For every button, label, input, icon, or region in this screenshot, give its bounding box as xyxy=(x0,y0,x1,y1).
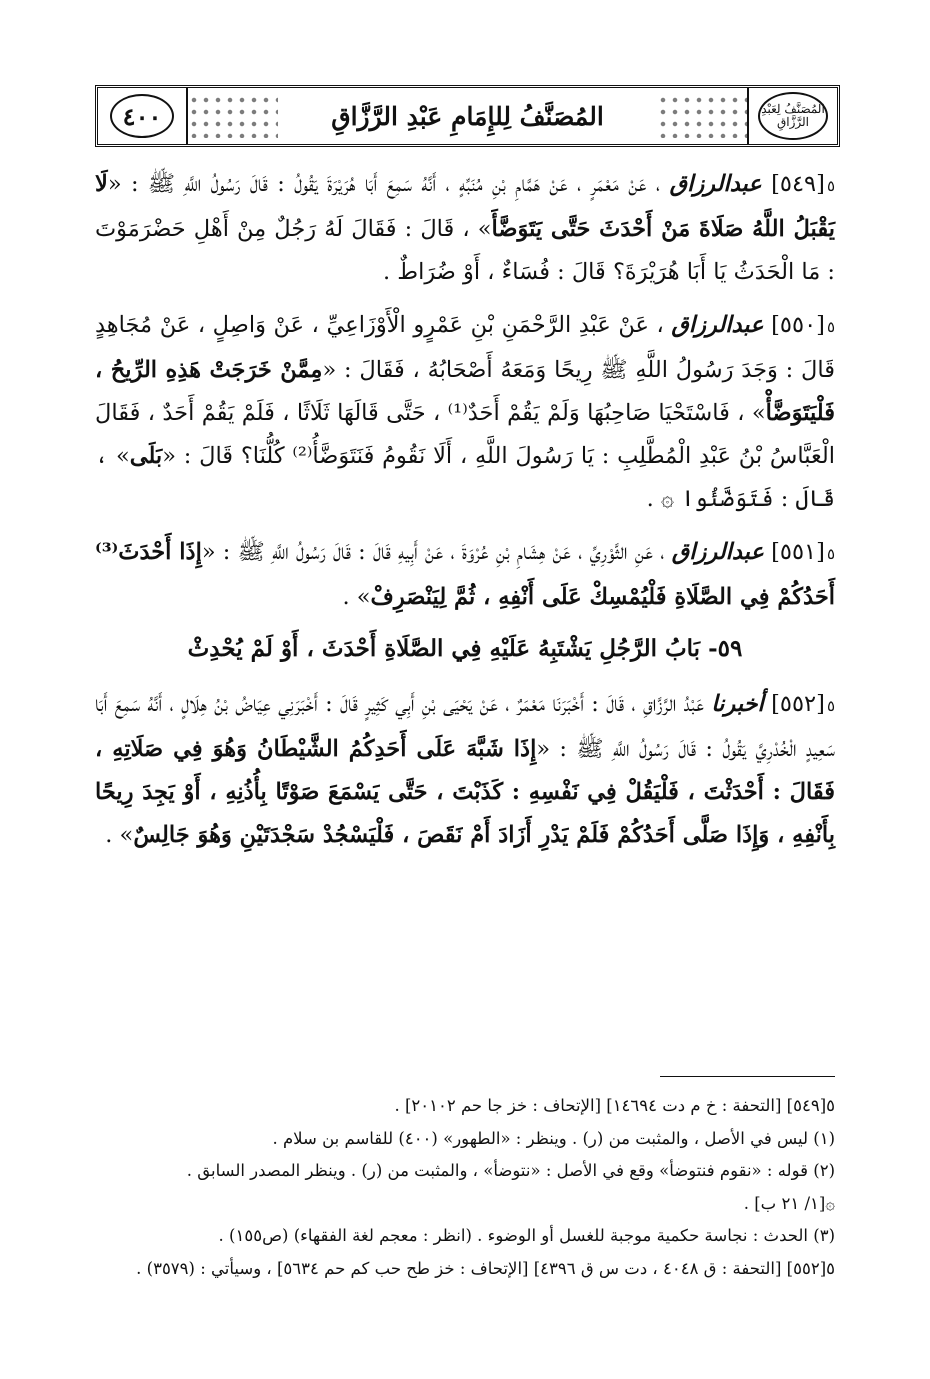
footnote: (٢) قوله : «نقوم فنتوضأ» وقع في الأصل : «نتوضأ» ، والمثبت من (ر) . وينظر المصدر السابق . xyxy=(186,1161,835,1180)
hadith-text: » ، فَاسْتَحْيَا صَاحِبُهَا وَلَمْ يَقُمْ أَحَدٌ⁽¹⁾ ، حَتَّى قَالَهَا ثَلَاثًا ، فَلَمْ يَقُمْ أَحَدٌ ، فَقَالَ الْعَبَّاسُ بْنُ عَبْدِ الْمُطَّلِبِ : يَا رَسُولَ اللَّهِ ، أَلَا نَقُومُ فَنَتَوَضَّأُ⁽²⁾ كُلُّنَا؟ قَالَ : « xyxy=(95,400,835,469)
footnote: ٥[٥٤٩] [التحفة : خ م دت ١٤٦٩٤] [الإتحاف : خز جا حم ٢٠١٠٢] . xyxy=(394,1096,835,1115)
prophetic-saying: إِذَا أَحْدَثَ⁽³⁾ أَحَدُكُمْ فِي الصَّلَاةِ فَلْيُمْسِكْ عَلَى أَنْفِهِ ، ثُمَّ لِيَنْصَرِفْ xyxy=(95,539,835,610)
hadith-551 xyxy=(95,531,835,619)
footnotes xyxy=(95,1090,835,1285)
hadith-number: ٥ [٥٥١] xyxy=(771,539,835,565)
narrator-label: عبدالرزاق xyxy=(669,171,762,197)
narrator-label: عبدالرزاق xyxy=(671,539,764,565)
hadith-text: » . xyxy=(342,584,371,610)
footnote: (٣) الحدث : نجاسة حكمية موجبة للغسل أو الوضوء . (انظر : معجم لغة الفقهاء) (ص١٥٥) . xyxy=(218,1226,835,1245)
prophetic-saying: بَلَى xyxy=(129,443,163,469)
footnote: (١) ليس في الأصل ، والمثبت من (ر) . وينظر : «الطهور» (٤٠٠) للقاسم بن سلام . xyxy=(272,1128,835,1148)
page-number: ٤٠٠ xyxy=(110,94,174,138)
book-title: المُصَنَّفُ لِلإِمَامِ عَبْدِ الرَّزَّاقِ xyxy=(317,102,618,131)
footnote: ٥[٥٥٢] [التحفة : ق ٤٠٤٨ ، دت س ق ٤٣٩٦] [الإتحاف : خز طح حب كم حم ٥٦٣٤] ، وسيأتي : (٣٥٧٩) . xyxy=(136,1258,835,1278)
hadith-text: عَبْدُ الرَّزَّاقِ ، قَالَ : أَخْبَرَنَا مَعْمَرٌ ، عَنْ يَحْيَى بْنِ أَبِي كَثِيرٍ قَالَ : أَخْبَرَنِي عِيَاضُ بْنُ هِلَالٍ ، أَنَّهُ سَمِعَ أَبَا سَعِيدٍ الْخُدْرِيَّ يَقُولُ : قَالَ رَسُولُ اللَّهِ ﷺ : « xyxy=(95,691,836,762)
prophetic-saying: إِذَا شَبَّهَ عَلَى أَحَدِكُمُ الشَّيْطَانُ وَهُوَ فِي صَلَاتِهِ ، فَقَالَ : أَحْدَثْتَ ، فَلْيَقُلْ فِي نَفْسِهِ : كَذَبْتَ ، حَتَّى يَسْمَعَ صَوْتًا بِأُذُنِهِ ، أَوْ يَجِدَ رِيحًا بِأَنْفِهِ ، وَإِذَا صَلَّى أَحَدُكُمْ فَلَمْ يَدْرِ أَزَادَ أَمْ نَقَصَ ، فَلْيَسْجُدْ سَجْدَتَيْنِ وَهُوَ جَالِسٌ xyxy=(95,736,835,848)
narrator-label: أخبرنا xyxy=(711,691,764,717)
main-text xyxy=(95,163,835,867)
footnote: ۞[١/ ٢١ ب] . xyxy=(743,1193,835,1213)
prophetic-saying: مِمَّنْ خَرَجَتْ هَذِهِ الرِّيحُ ، فَلْيَتَوَضَّأْ xyxy=(95,357,835,426)
narrator-label: عبدالرزاق xyxy=(671,312,764,338)
hadith-text: » ، قَالَ : فَقَالَ لَهُ رَجُلٌ مِنْ أَهْلِ حَضْرَمَوْتَ : مَا الْحَدَثُ يَا أَبَا هُرَيْرَةَ؟ قَالَ : فُسَاءٌ ، أَوْ ضُرَاطٌ . xyxy=(95,216,835,285)
page-header xyxy=(95,85,840,147)
hadith-text: ، عَنِ الثَّوْرِيِّ ، عَنْ هِشَامِ بْنِ عُرْوَةَ ، عَنْ أَبِيهِ قَالَ : قَالَ رَسُولُ اللَّهِ ﷺ : « xyxy=(201,539,665,565)
hadith-549 xyxy=(95,163,835,294)
hadith-number: ٥ [٥٥٢] xyxy=(771,691,835,717)
hadith-text: » ، قَالَ : فَتَوَضَّئُوا ۞ . xyxy=(95,443,835,512)
hadith-550 xyxy=(95,304,835,521)
hadith-552 xyxy=(95,683,835,857)
prophetic-saying: لَا يَقْبَلُ اللَّهُ صَلَاةَ مَنْ أَحْدَثَ حَتَّى يَتَوَضَّأَ xyxy=(95,171,835,242)
hadith-number: ٥ [٥٥٠] xyxy=(771,312,835,338)
hadith-text: » . xyxy=(105,822,134,848)
hadith-text: ، عَنْ مَعْمَرٍ ، عَنْ هَمَّامِ بْنِ مُنَبِّهٍ ، أَنَّهُ سَمِعَ أَبَا هُرَيْرَةَ يَقُولُ : قَالَ رَسُولُ اللَّهِ ﷺ : « xyxy=(107,171,661,197)
footnote-separator xyxy=(660,1076,835,1077)
page-number-box xyxy=(98,88,188,144)
chapter-title: ٥٩- بَابُ الرَّجُلِ يَشْتَبِهُ عَلَيْهِ فِي الصَّلَاةِ أَحْدَثَ ، أَوْ لَمْ يُحْدِثْ xyxy=(187,635,743,662)
emblem-logo xyxy=(747,88,837,144)
hadith-number: ٥ [٥٤٩] xyxy=(771,171,835,197)
hadith-text: ، عَنْ عَبْدِ الرَّحْمَنِ بْنِ عَمْرٍو الْأَوْزَاعِيِّ ، عَنْ وَاصِلٍ ، عَنْ مُجَاهِدٍ قَالَ : وَجَدَ رَسُولُ اللَّهِ ﷺ رِيحًا وَمَعَهُ أَصْحَابُهُ ، فَقَالَ : « xyxy=(95,312,835,383)
emblem-text: المُصَنَّفُ لِعَبْدِ الرَّزَّاقِ xyxy=(758,92,828,140)
